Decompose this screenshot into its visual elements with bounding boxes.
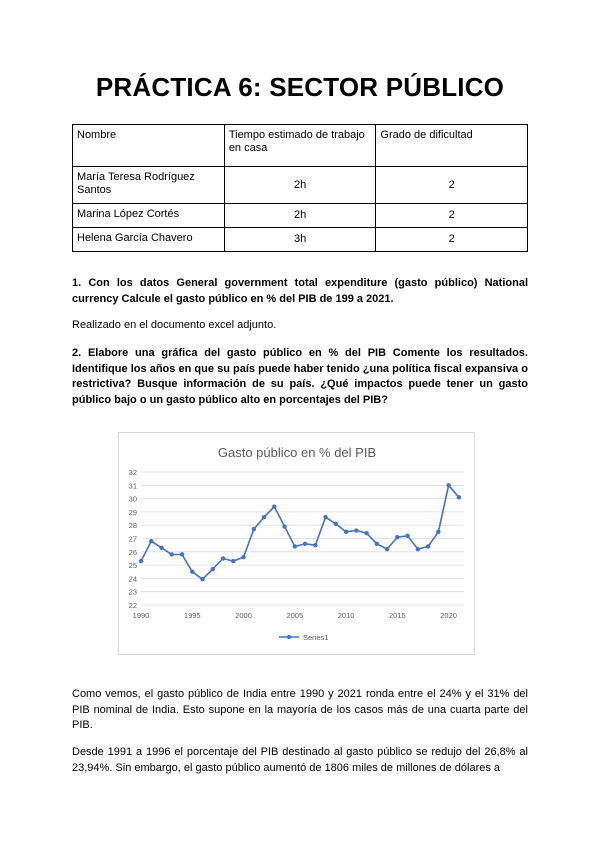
data-point — [149, 539, 153, 543]
table-header-cell: Tiempo estimado de trabajo en casa — [224, 125, 376, 167]
data-point — [190, 570, 194, 574]
question-1: 1. Con los datos General government total expenditure (gasto público) National currency Calcule el gasto público en % del PIB de 199 a 2021. — [72, 277, 528, 305]
y-tick-label: 27 — [128, 534, 137, 544]
data-point — [364, 531, 368, 535]
y-tick-label: 22 — [128, 601, 137, 610]
data-point — [354, 528, 358, 532]
y-tick-label: 30 — [128, 494, 137, 504]
name-cell: María Teresa Rodríguez Santos — [73, 167, 225, 204]
data-point — [457, 495, 461, 499]
x-tick-label: 1995 — [183, 611, 201, 620]
x-tick-label: 1990 — [132, 611, 150, 620]
data-point — [426, 544, 430, 548]
x-tick-label: 2015 — [389, 611, 406, 620]
data-point — [159, 546, 163, 550]
data-point — [139, 559, 143, 563]
difficulty-cell: 2 — [376, 228, 528, 252]
chart-title: Gasto público en % del PIB — [217, 445, 377, 460]
legend-marker — [287, 635, 291, 639]
table-header-cell: Grado de dificultad — [376, 125, 528, 167]
data-point — [180, 552, 184, 556]
answer-1: Realizado en el documento excel adjunto. — [72, 319, 277, 331]
data-point — [416, 547, 420, 551]
data-point — [303, 542, 307, 546]
table-row — [73, 204, 528, 228]
paragraph-1: Como vemos, el gasto público de India entre 1990 y 2021 ronda entre el 24% y el 31% del PIB nominal de India. Esto supone en la mayoría de los casos más de una cuarta parte del PIB. — [72, 688, 528, 731]
members-table — [72, 124, 528, 252]
chart-frame — [118, 432, 475, 655]
y-tick-label: 29 — [128, 507, 137, 517]
y-tick-label: 23 — [128, 587, 137, 597]
data-point — [282, 524, 286, 528]
data-point — [170, 552, 174, 556]
paragraph-2: Desde 1991 a 1996 el porcentaje del PIB destinado al gasto público se redujo del 26,8% al 23,94%. Sin embargo, el gasto público aumentó de 1806 miles de millones de dólares a — [72, 746, 528, 774]
data-point — [252, 527, 256, 531]
difficulty-cell: 2 — [376, 167, 528, 204]
table-header-row — [73, 125, 528, 167]
data-point — [375, 542, 379, 546]
table-header-cell: Nombre — [73, 125, 225, 167]
x-tick-label: 2010 — [337, 611, 355, 620]
table-row — [73, 167, 528, 204]
data-point — [272, 504, 276, 508]
data-point — [293, 544, 297, 548]
data-point — [211, 567, 215, 571]
x-tick-label: 2020 — [440, 611, 457, 620]
data-point — [334, 522, 338, 526]
data-point — [241, 555, 245, 559]
time-cell: 2h — [224, 204, 376, 228]
data-point — [344, 530, 348, 534]
name-cell: Marina López Cortés — [73, 204, 225, 228]
table-row — [73, 228, 528, 252]
y-tick-label: 25 — [128, 561, 137, 571]
x-tick-label: 2000 — [235, 611, 252, 620]
name-cell: Helena García Chavero — [73, 228, 225, 252]
data-point — [385, 547, 389, 551]
data-point — [395, 535, 399, 539]
question-2: 2. Elabore una gráfica del gasto público en % del PIB Comente los resultados. Identifique los años en que su país puede haber tenido ¿una política fiscal expansiva o restrictiva? Busque información de su país. ¿Qué impactos puede tener un gasto público bajo o un gasto público alto en porcentajes del PIB? — [72, 347, 528, 406]
line-chart — [119, 433, 474, 654]
time-cell: 3h — [224, 228, 376, 252]
y-tick-label: 26 — [128, 547, 137, 557]
data-point — [221, 556, 225, 560]
y-tick-label: 32 — [128, 468, 137, 477]
data-point — [231, 559, 235, 563]
difficulty-cell: 2 — [376, 204, 528, 228]
y-tick-label: 24 — [128, 574, 137, 584]
data-point — [323, 515, 327, 519]
data-point — [200, 577, 204, 581]
y-tick-label: 28 — [128, 521, 137, 531]
data-point — [405, 534, 409, 538]
time-cell: 2h — [224, 167, 376, 204]
legend-label: Series1 — [303, 633, 329, 642]
data-point — [446, 483, 450, 487]
page-title: PRÁCTICA 6: SECTOR PÚBLICO — [95, 72, 505, 102]
data-point — [313, 543, 317, 547]
data-point — [262, 515, 266, 519]
data-point — [436, 530, 440, 534]
x-tick-label: 2005 — [286, 611, 304, 620]
y-tick-label: 31 — [128, 481, 137, 491]
